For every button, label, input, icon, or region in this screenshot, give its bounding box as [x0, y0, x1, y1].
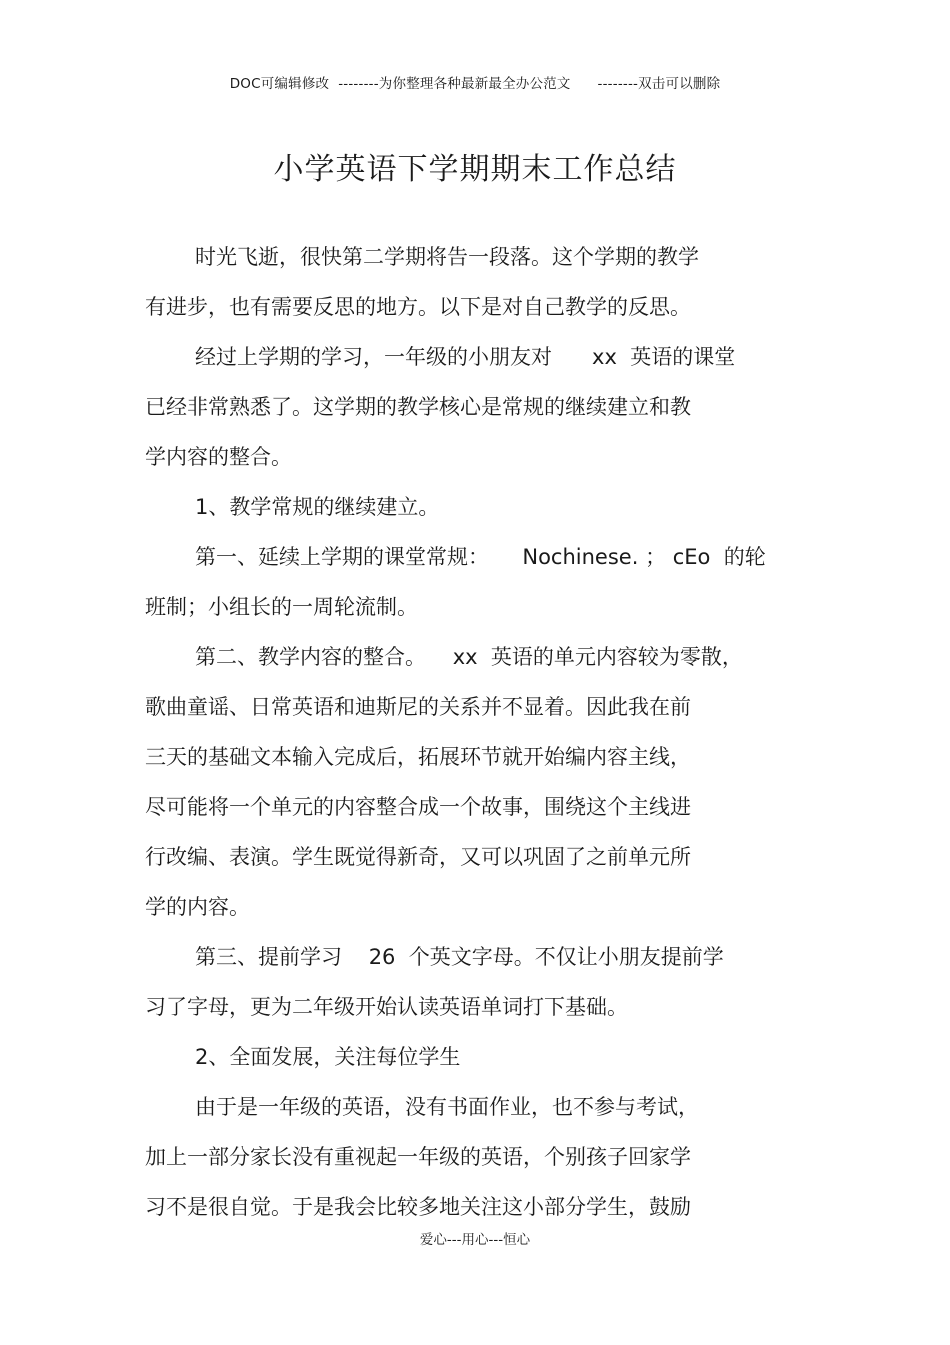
document-title: 小学英语下学期期末工作总结	[273, 152, 677, 188]
text-line: 第三、提前学习 26 个英文字母。不仅让小朋友提前学	[195, 945, 724, 969]
text-line: 时光飞逝，很快第二学期将告一段落。这个学期的教学	[195, 245, 699, 269]
text-line: 尽可能将一个单元的内容整合成一个故事，围绕这个主线进	[145, 795, 691, 819]
section-heading: 1、教学常规的继续建立。	[195, 495, 440, 519]
text-line: 经过上学期的学习，一年级的小朋友对 xx 英语的课堂	[195, 345, 736, 369]
document-body	[145, 232, 825, 1232]
text-line: 习了字母，更为二年级开始认读英语单词打下基础。	[145, 995, 628, 1019]
text-line: 学的内容。	[145, 895, 250, 919]
text-line: 行改编、表演。学生既觉得新奇，又可以巩固了之前单元所	[145, 845, 691, 869]
footer-note: 爱心---用心---恒心	[419, 1232, 531, 1248]
text-line: 由于是一年级的英语，没有书面作业，也不参与考试，	[195, 1095, 699, 1119]
text-line: 已经非常熟悉了。这学期的教学核心是常规的继续建立和教	[145, 395, 691, 419]
text-line: 有进步，也有需要反思的地方。以下是对自己教学的反思。	[145, 295, 691, 319]
header-note: DOC可编辑修改 --------为你整理各种最新最全办公范文 --------双击可以删除	[229, 76, 721, 92]
section-heading: 2、全面发展，关注每位学生	[195, 1045, 461, 1069]
text-line: 第二、教学内容的整合。 xx 英语的单元内容较为零散，	[195, 645, 743, 669]
text-line: 班制；小组长的一周轮流制。	[145, 595, 418, 619]
text-line: 学内容的整合。	[145, 445, 292, 469]
text-line: 歌曲童谣、日常英语和迪斯尼的关系并不显着。因此我在前	[145, 695, 691, 719]
text-line: 第一、延续上学期的课堂常规： Nochinese. ； cEo 的轮	[195, 545, 766, 569]
text-line: 习不是很自觉。于是我会比较多地关注这小部分学生，鼓励	[145, 1195, 691, 1219]
text-line: 三天的基础文本输入完成后，拓展环节就开始编内容主线，	[145, 745, 691, 769]
text-line: 加上一部分家长没有重视起一年级的英语，个别孩子回家学	[145, 1145, 691, 1169]
